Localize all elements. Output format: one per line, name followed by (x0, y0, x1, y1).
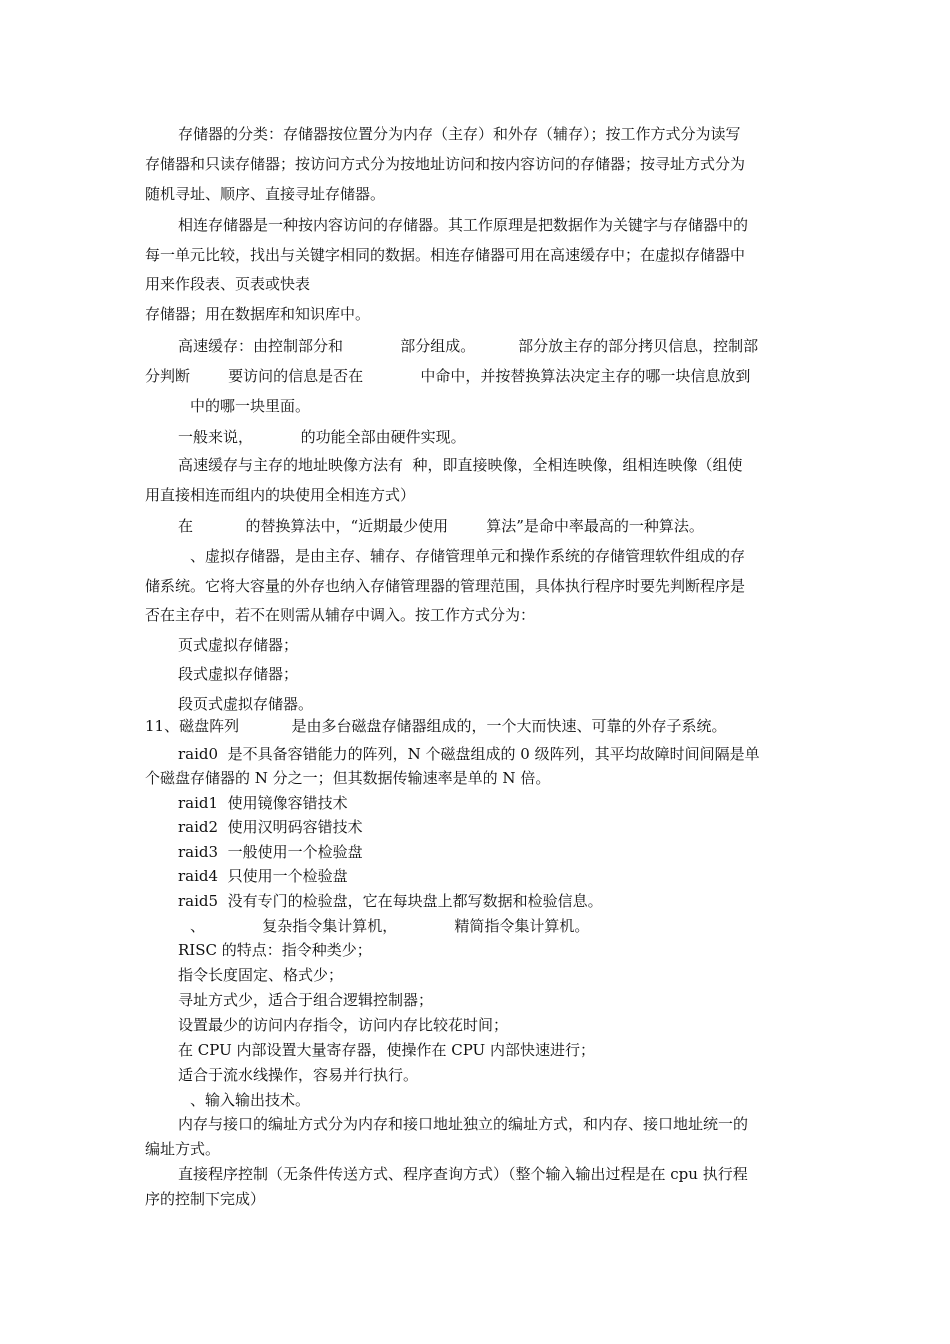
paragraph-line: 每一单元比较，找出与关键字相同的数据。相连存储器可用在高速缓存中；在虚拟存储器中 (145, 246, 746, 264)
paragraph-line: 随机寻址、顺序、直接寻址存储器。 (145, 185, 386, 203)
list-item: raid5 没有专门的检验盘，它在每块盘上都写数据和检验信息。 (178, 892, 603, 910)
paragraph-line: 分判断 要访问的信息是否在 中命中，并按替换算法决定主存的哪一块信息放到 (145, 367, 751, 385)
list-item: 寻址方式少，适合于组合逻辑控制器； (178, 991, 434, 1009)
paragraph-line: 否在主存中，若不在则需从辅存中调入。按工作方式分为： (145, 606, 536, 624)
section-heading: 、 复杂指令集计算机， 精简指令集计算机。 (190, 917, 590, 935)
paragraph-line: 在 的替换算法中，“近期最少使用 算法”是命中率最高的一种算法。 (178, 517, 704, 535)
list-item: raid3 一般使用一个检验盘 (178, 843, 363, 861)
list-item: raid1 使用镜像容错技术 (178, 794, 348, 812)
section-heading: 、输入输出技术。 (190, 1091, 311, 1109)
paragraph-line: 内存与接口的编址方式分为内存和接口地址独立的编址方式，和内存、接口地址统一的 (178, 1115, 749, 1133)
list-item: 页式虚拟存储器； (178, 636, 299, 654)
paragraph-line: 用来作段表、页表或快表 (145, 275, 311, 293)
list-item: 指令长度固定、格式少； (178, 966, 344, 984)
paragraph-line: raid0 是不具备容错能力的阵列，N 个磁盘组成的 0 级阵列，其平均故障时间间隔是单 (178, 745, 760, 763)
paragraph-line: 用直接相连而组内的块使用全相连方式） (145, 486, 416, 504)
list-item: raid2 使用汉明码容错技术 (178, 818, 363, 836)
paragraph-line: 中的哪一块里面。 (190, 397, 311, 415)
paragraph-line: 直接程序控制（无条件传送方式、程序查询方式）（整个输入输出过程是在 cpu 执行程 (178, 1165, 748, 1183)
list-item: 段页式虚拟存储器。 (178, 695, 314, 713)
paragraph-line: 存储器；用在数据库和知识库中。 (145, 305, 371, 323)
list-item: 设置最少的访问内存指令，访问内存比较花时间； (178, 1016, 509, 1034)
paragraph-line: 高速缓存与主存的地址映像方法有 种，即直接映像，全相连映像，组相连映像（组使 (178, 456, 743, 474)
paragraph-line: 序的控制下完成） (145, 1190, 266, 1208)
list-item: 适合于流水线操作，容易并行执行。 (178, 1066, 419, 1084)
paragraph-line: 高速缓存：由控制部分和 部分组成。 部分放主存的部分拷贝信息，控制部 (178, 337, 759, 355)
list-item: raid4 只使用一个检验盘 (178, 867, 348, 885)
section-heading: 11、磁盘阵列 是由多台磁盘存储器组成的，一个大而快速、可靠的外存子系统。 (145, 717, 727, 735)
paragraph-line: RISC 的特点：指令种类少； (178, 941, 372, 959)
paragraph-line: 编址方式。 (145, 1140, 221, 1158)
paragraph-line: 存储器的分类：存储器按位置分为内存（主存）和外存（辅存）；按工作方式分为读写 (178, 125, 741, 143)
list-item: 在 CPU 内部设置大量寄存器，使操作在 CPU 内部快速进行； (178, 1041, 595, 1059)
paragraph-line: 储系统。它将大容量的外存也纳入存储管理器的管理范围，具体执行程序时要先判断程序是 (145, 577, 746, 595)
list-item: 段式虚拟存储器； (178, 665, 299, 683)
paragraph-line: 存储器和只读存储器；按访问方式分为按地址访问和按内容访问的存储器；按寻址方式分为 (145, 155, 746, 173)
paragraph-line: 一般来说， 的功能全部由硬件实现。 (178, 428, 466, 446)
paragraph-line: 、虚拟存储器，是由主存、辅存、存储管理单元和操作系统的存储管理软件组成的存 (190, 547, 746, 565)
paragraph-line: 个磁盘存储器的 N 分之一；但其数据传输速率是单的 N 倍。 (145, 769, 551, 787)
paragraph-line: 相连存储器是一种按内容访问的存储器。其工作原理是把数据作为关键字与存储器中的 (178, 216, 749, 234)
